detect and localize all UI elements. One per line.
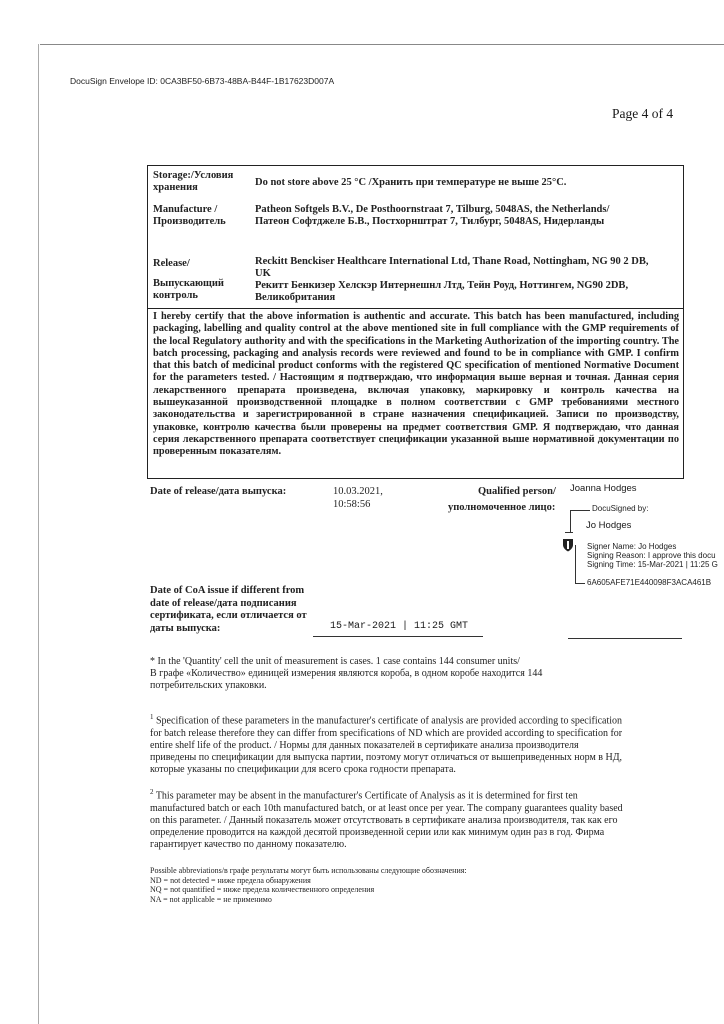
release-date-label: Date of release/дата выпуска: [150, 486, 287, 497]
quantity-note: * In the 'Quantity' cell the unit of measurement is cases. 1 case contains 144 consumer units/ В графе «Количество» единицей измерения являются короба, в одном коробе находится 144 потребительских упаковки. [150, 656, 543, 692]
release-value: Reckitt Benckiser Healthcare International Ltd, Thane Road, Nottingham, NG 90 2 DB, UK Рекитт Бенкизер Хелскэр Интернешнл Лтд, Тейн Роуд, Ноттингем, NG90 2DB, Великобритания [255, 256, 649, 303]
docusign-bracket-left [570, 510, 571, 532]
info-table [147, 165, 684, 309]
release-date-value: 10.03.2021, 10:58:56 [333, 486, 383, 510]
scan-edge-top [40, 44, 724, 45]
docusign-signer-name: Signer Name: Jo Hodges [587, 542, 677, 551]
docusign-signing-reason: Signing Reason: I approve this docu [587, 551, 716, 560]
docusign-bracket-top [570, 510, 590, 511]
docusign-signing-time: Signing Time: 15-Mar-2021 | 11:25 G [587, 560, 718, 569]
certification-text: I hereby certify that the above information is authentic and accurate. This batch has been manufactured, including packaging, labelling and quality control at the above mentioned site in full compliance with the GMP requirements of the local Regulatory authority and with the specifications in the Marketing Authorization of the importing country. The batch processing, packaging and analysis records were reviewed and found to be in compliance with GMP. I confirm that this batch of medicinal product conforms with the registered QC specification of mentioned Normative Document for the parameters tested. / Настоящим я подтверждаю, что информация выше верная и точная. Данная серия лекарственного препарата произведена, включая упаковку, маркировку и контроль качества на вышеуказанной производственной площадке в полном соответствии с GMP требованиями местного законодательства и зарегистрированной в стране назначения спецификацией. Записи по производству, упаковке, контролю качества были проверены на предмет соответствия GMP. Я подтверждаю, что данная серия лекарственного препарата соответствует спецификации указанной выше нормативной документации по проверенным показателям. [153, 311, 679, 458]
docusign-hash: 6A605AFE71E440098F3ACA461B [587, 578, 712, 587]
qualified-person-label-ru: уполномоченное лицо: [448, 502, 556, 513]
docusign-bracket-lower [575, 545, 576, 583]
footnote-1: $^1$ Specification of these parameters in the manufacturer's certificate of analysis are provided according to specification for batch release therefore they can differ from specifications of ND which are provided according to specification for entire shelf life of the product. / Нормы для данных показателей в сертификате анализа производителя приведены по спецификации для выпуска партии, поэтому могут отличаться от вышеприведенных норм в НД, которые указаны по спецификации для всего срока годности препарата. [150, 713, 623, 776]
footnote-2: $^2$ This parameter may be absent in the manufacturer's Certificate of Analysis as it is determined for first ten manufactured batch or each 10th manufactured batch, or at least once per year. The company guarantees quality based on this parameter. / Данный показатель может отсутствовать в сертификате анализа производителя, так как его определение проводится на каждой десятой произведенной серии или как минимум один раз в год. Фирма гарантирует качество по данному показателю. [150, 788, 623, 851]
docusign-signed-by: DocuSigned by: [592, 504, 649, 513]
manufacture-label: Manufacture / Производитель [153, 204, 226, 227]
docusign-bracket-bottom [575, 583, 585, 584]
certification-box [147, 309, 684, 479]
manufacture-value: Patheon Softgels B.V., De Posthoornstraat 7, Tilburg, 5048AS, the Netherlands/ Патеон Софтджеле Б.В., Постхорнштрат 7, Тилбург, 5048AS, Нидерланды [255, 204, 610, 227]
storage-value: Do not store above 25 °C /Хранить при температуре не выше 25°C. [255, 177, 567, 188]
envelope-id: DocuSign Envelope ID: 0CA3BF50-6B73-48BA-B44F-1B17623D007A [70, 76, 335, 86]
abbreviations: Possible abbreviations/в графе результаты могут быть использованы следующие обозначения: ND = not detected = ниже предела обнаружения NQ = not quantified = ниже предела количественного определения NA = not applicable = не применимо [150, 866, 467, 904]
coa-underline [313, 636, 483, 637]
coa-label: Date of CoA issue if different from date of release/дата подписания сертификата, если отличается от даты выпуска: [150, 585, 307, 634]
docusign-signature: Jo Hodges [586, 520, 632, 531]
signature-underline [568, 638, 682, 639]
qualified-person-label-en: Qualified person/ [478, 486, 556, 497]
page-number: Page 4 of 4 [612, 106, 674, 121]
release-label: Release/ Выпускающий контроль [153, 258, 224, 301]
docusign-shield-icon [562, 538, 574, 552]
qualified-person-name: Joanna Hodges [570, 483, 637, 494]
storage-label: Storage:/Условия хранения [153, 170, 234, 193]
scan-edge-left [38, 44, 39, 1024]
docusign-bracket-hook [565, 532, 573, 533]
coa-value: 15-Mar-2021 | 11:25 GMT [330, 621, 469, 632]
